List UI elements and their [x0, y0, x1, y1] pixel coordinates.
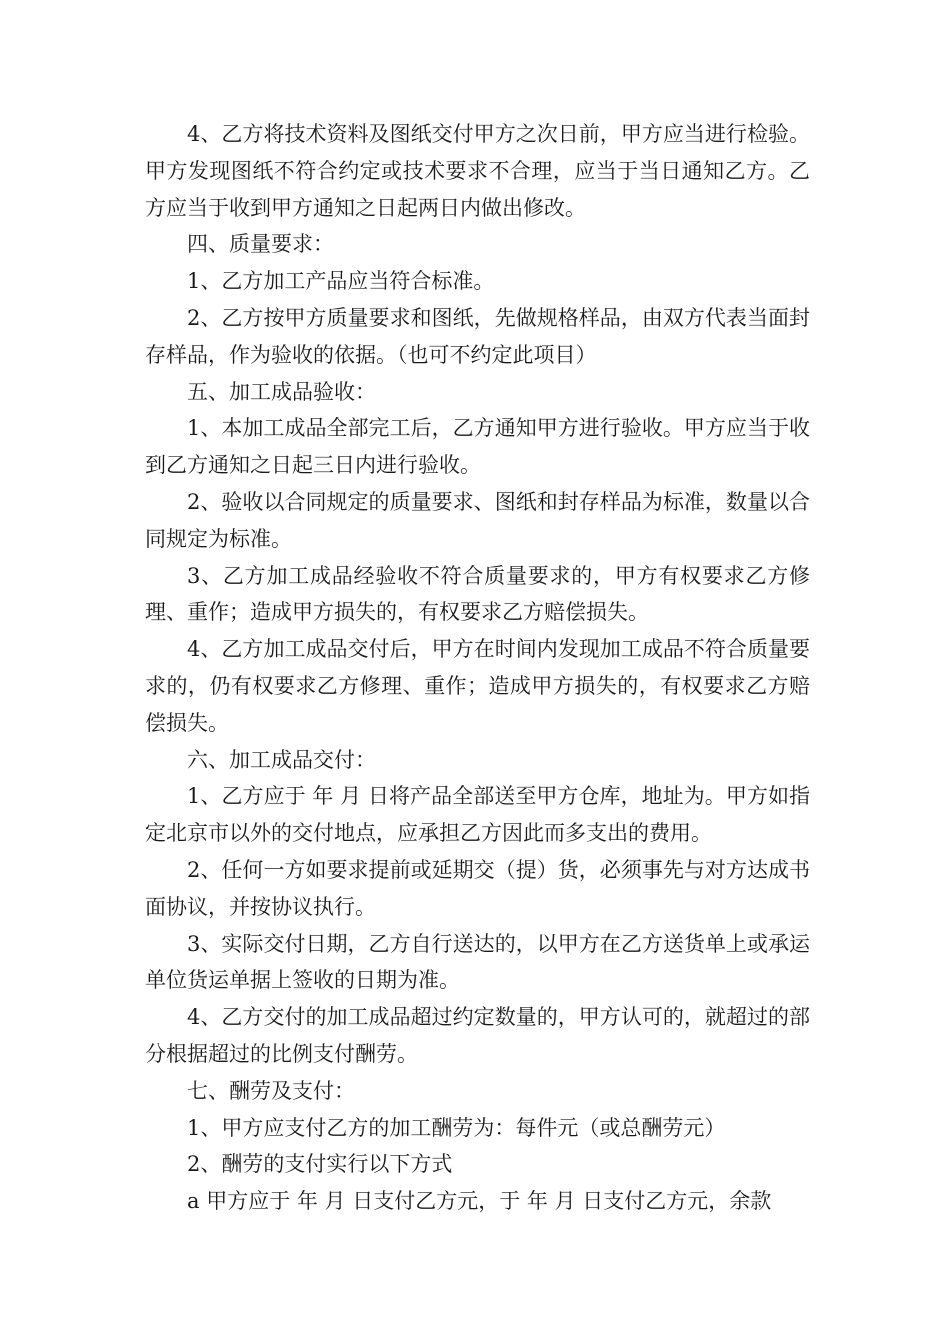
heading-product-delivery: 六、加工成品交付： [187, 747, 376, 772]
paragraph-payment-a: a 甲方应于 年 月 日支付乙方元，于 年 月 日支付乙方元，余款 [187, 1189, 772, 1214]
paragraph-acceptance-2: 2、验收以合同规定的质量要求、图纸和封存样品为标准，数量以合同规定为标准。 [145, 489, 810, 551]
paragraph-delivery-3: 3、实际交付日期，乙方自行送达的，以甲方在乙方送货单上或承运单位货运单据上签收的日期为准。 [145, 931, 810, 993]
paragraph-acceptance-1: 1、本加工成品全部完工后，乙方通知甲方进行验收。甲方应当于收到乙方通知之日起三日内进行验收。 [145, 416, 810, 478]
paragraph-quality-1: 1、乙方加工产品应当符合标准。 [187, 269, 495, 294]
paragraph-quality-2: 2、乙方按甲方质量要求和图纸，先做规格样品，由双方代表当面封存样品，作为验收的依据。（也可不约定此项目） [145, 305, 810, 367]
heading-remuneration-payment: 七、酬劳及支付： [187, 1078, 355, 1103]
paragraph-payment-1: 1、甲方应支付乙方的加工酬劳为：每件元（或总酬劳元） [187, 1115, 726, 1140]
heading-quality-requirements: 四、质量要求： [187, 232, 334, 257]
heading-product-acceptance: 五、加工成品验收： [187, 379, 376, 404]
paragraph-acceptance-4: 4、乙方加工成品交付后，甲方在时间内发现加工成品不符合质量要求的，仍有权要求乙方修理、重作；造成甲方损失的，有权要求乙方赔偿损失。 [145, 637, 810, 735]
paragraph-acceptance-3: 3、乙方加工成品经验收不符合质量要求的，甲方有权要求乙方修理、重作；造成甲方损失的，有权要求乙方赔偿损失。 [145, 563, 810, 625]
paragraph-delivery-4: 4、乙方交付的加工成品超过约定数量的，甲方认可的，就超过的部分根据超过的比例支付酬劳。 [145, 1005, 810, 1066]
paragraph-delivery-1: 1、乙方应于 年 月 日将产品全部送至甲方仓库，地址为。甲方如指定北京市以外的交付地点，应承担乙方因此而多支出的费用。 [145, 784, 810, 846]
document-page [145, 116, 810, 1220]
paragraph-delivery-2: 2、任何一方如要求提前或延期交（提）货，必须事先与对方达成书面协议，并按协议执行。 [145, 857, 810, 919]
paragraph-clause-4-drawing-inspection: 4、乙方将技术资料及图纸交付甲方之次日前，甲方应当进行检验。甲方发现图纸不符合约定或技术要求不合理，应当于当日通知乙方。乙方应当于收到甲方通知之日起两日内做出修改。 [145, 122, 810, 220]
paragraph-payment-2: 2、酬劳的支付实行以下方式 [187, 1152, 453, 1177]
